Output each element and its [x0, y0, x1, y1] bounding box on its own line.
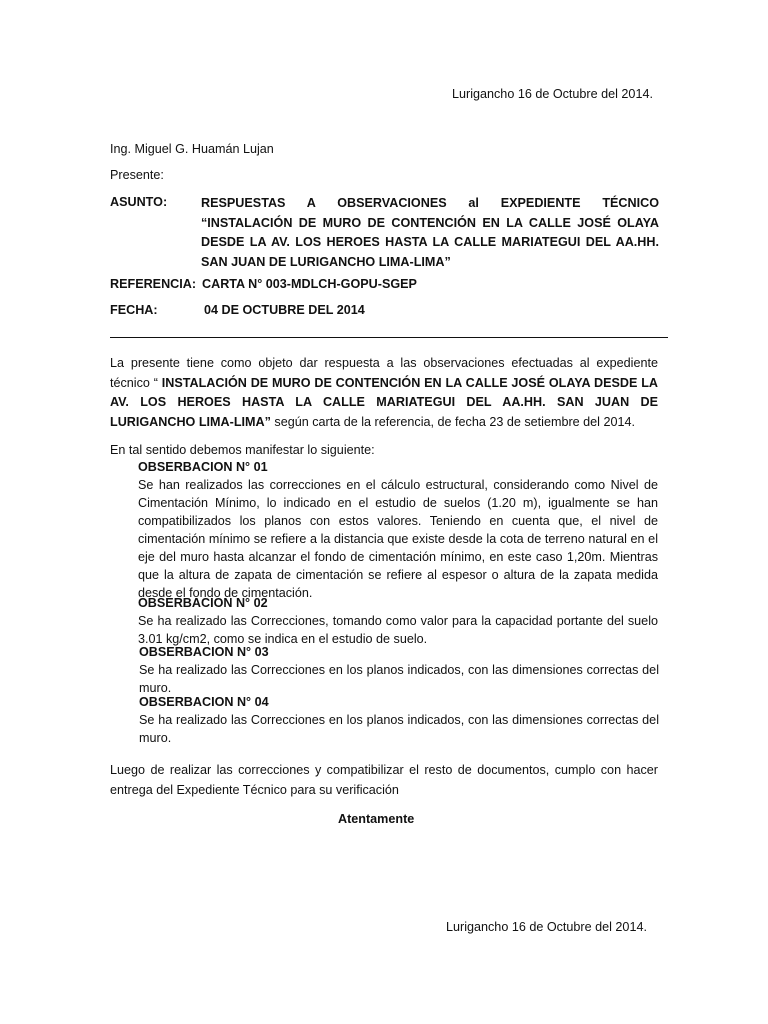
observacion-text: Se ha realizado las Correcciones en los planos indicados, con las dimensiones correctas del muro.: [139, 713, 659, 745]
observacion-title: OBSERBACION N° 01: [138, 460, 268, 474]
presente-label: Presente:: [110, 168, 164, 182]
fecha-label: FECHA:: [110, 303, 158, 317]
referencia-text: CARTA N° 003-MDLCH-GOPU-SGEP: [202, 277, 417, 291]
sign-off: Atentamente: [338, 812, 415, 826]
observacion-text: Se ha realizado las Correcciones, tomando como valor para la capacidad portante del suelo 3.01 kg/cm2, como se indica en el estudio de suelo.: [138, 614, 658, 646]
closing-paragraph: Luego de realizar las correcciones y compatibilizar el resto de documentos, cumplo con hacer entrega del Expediente Técnico para su verificación: [110, 763, 658, 797]
observacion-text: Se han realizados las correcciones en el cálculo estructural, considerando como Nivel de Cimentación Mínimo, lo indicado en el estudio de suelos (1.20 m), igualmente se han compatibilizados los planos con estos valores. Teniendo en cuenta que, el nivel de cimentación mínimo se refiere a la distancia que existe desde la cota de terreno natural en el eje del muro hasta alcanzar el fondo de cimentación mínimo, en este caso 1,20m. Mientras que la altura de zapata de cimentación se refiere al espesor o altura de la zapata medida desde el fondo de cimentación.: [138, 478, 658, 600]
observacion-1: [138, 459, 658, 602]
observacion-text: Se ha realizado las Correcciones en los planos indicados, con las dimensiones correctas del muro.: [139, 663, 659, 695]
observacion-4: [139, 694, 659, 747]
footer-date: Lurigancho 16 de Octubre del 2014.: [446, 920, 647, 934]
fecha-text: 04 DE OCTUBRE DEL 2014: [204, 303, 365, 317]
referencia-label: REFERENCIA:: [110, 277, 197, 291]
observacion-title: OBSERBACION N° 03: [139, 645, 269, 659]
lead-sentence: En tal sentido debemos manifestar lo siguiente:: [110, 443, 375, 457]
intro-end: según carta de la referencia, de fecha 23 de setiembre del 2014.: [270, 414, 635, 429]
separator-rule: [110, 337, 668, 338]
recipient-name: Ing. Miguel G. Huamán Lujan: [110, 142, 274, 156]
observacion-3: [139, 644, 659, 697]
observacion-title: OBSERBACION N° 04: [139, 695, 269, 709]
intro-project-name: INSTALACIÓN DE MURO DE CONTENCIÓN EN LA CALLE JOSÉ OLAYA DESDE LA AV. LOS HEROES HASTA LA CALLE MARIATEGUI DEL AA.HH. SAN JUAN DE LURIGANCHO LIMA-LIMA”: [110, 375, 658, 429]
intro-paragraph: [110, 354, 658, 432]
intro-start: La presente tiene como objeto dar respuesta a las observaciones efectuadas al expediente técnico “: [110, 356, 658, 390]
asunto-text: RESPUESTAS A OBSERVACIONES al EXPEDIENTE TÉCNICO “INSTALACIÓN DE MURO DE CONTENCIÓN EN LA CALLE JOSÉ OLAYA DESDE LA AV. LOS HEROES HASTA LA CALLE MARIATEGUI DEL AA.HH. SAN JUAN DE LURIGANCHO LIMA-LIMA”: [201, 196, 659, 269]
asunto-label: ASUNTO:: [110, 195, 168, 209]
observacion-title: OBSERBACION N° 02: [138, 596, 268, 610]
observacion-2: [138, 595, 658, 648]
letter-date: Lurigancho 16 de Octubre del 2014.: [452, 87, 653, 101]
